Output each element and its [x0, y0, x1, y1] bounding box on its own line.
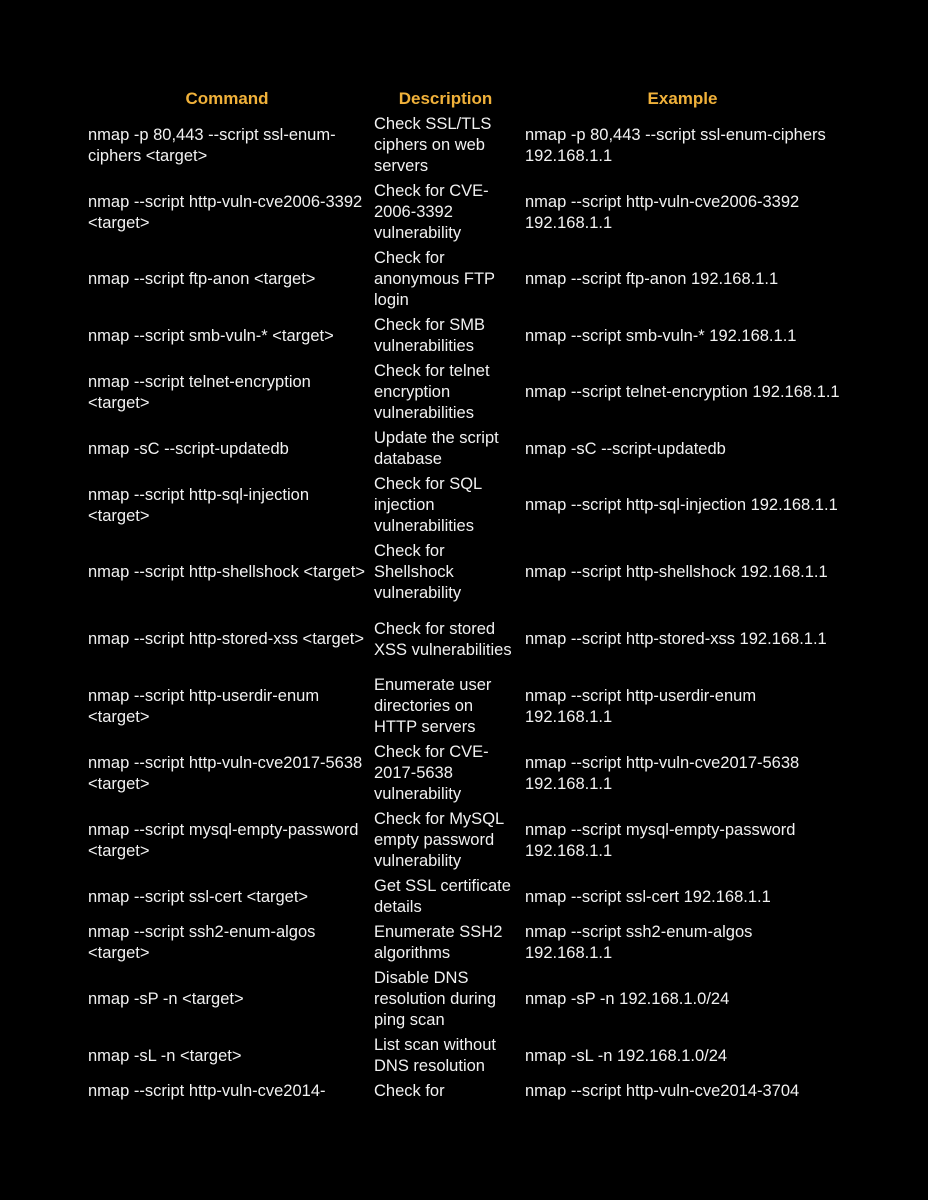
example-cell: nmap --script http-vuln-cve2014-3704 — [525, 1082, 800, 1100]
example-column-header: Example — [647, 89, 718, 108]
command-cell: nmap --script http-shellshock <target> — [88, 563, 365, 581]
command-cell: nmap --script http-vuln-cve2017-5638 <target> — [88, 753, 363, 793]
command-cell: nmap --script ftp-anon <target> — [88, 270, 316, 288]
example-cell: nmap --script ssl-cert 192.168.1.1 — [525, 887, 771, 906]
command-column-header: Command — [185, 89, 269, 108]
description-cell: Check for stored XSS vulnerabilities — [374, 619, 512, 659]
command-cell: nmap -sL -n <target> — [88, 1046, 242, 1065]
description-cell: Check SSL/TLS ciphers on web servers — [374, 115, 492, 175]
command-cell: nmap --script telnet-encryption <target> — [88, 372, 311, 412]
example-cell: nmap --script ftp-anon 192.168.1.1 — [525, 270, 779, 288]
command-cell: nmap --script ssh2-enum-algos <target> — [88, 923, 316, 962]
example-cell: nmap --script smb-vuln-* 192.168.1.1 — [525, 326, 797, 345]
example-cell: nmap --script http-sql-injection 192.168.1.1 — [525, 496, 838, 514]
example-cell: nmap --script ssh2-enum-algos 192.168.1.1 — [525, 923, 753, 962]
description-cell: Enumerate SSH2 algorithms — [374, 923, 503, 962]
table-row — [84, 359, 844, 426]
description-cell: Disable DNS resolution during ping scan — [374, 969, 496, 1029]
table-row — [84, 246, 844, 313]
description-cell: List scan without DNS resolution — [374, 1036, 496, 1075]
table-row — [84, 606, 844, 673]
table-row — [84, 807, 844, 874]
description-cell: Enumerate user directories on HTTP servers — [374, 676, 492, 736]
command-cell: nmap -sP -n <target> — [88, 990, 244, 1008]
table-row — [84, 1033, 844, 1079]
example-cell: nmap --script http-vuln-cve2006-3392 192.168.1.1 — [525, 192, 800, 232]
command-cell: nmap --script smb-vuln-* <target> — [88, 326, 334, 345]
description-cell: Check for SMB vulnerabilities — [374, 316, 485, 355]
description-cell: Get SSL certificate details — [374, 877, 511, 916]
description-cell: Update the script database — [374, 429, 499, 468]
command-cell: nmap --script mysql-empty-password <target> — [88, 820, 359, 860]
command-cell: nmap --script http-userdir-enum <target> — [88, 686, 320, 726]
description-cell: Check for — [374, 1082, 445, 1100]
command-cell: nmap --script http-sql-injection <target> — [88, 485, 309, 525]
example-cell: nmap -p 80,443 --script ssl-enum-ciphers 192.168.1.1 — [525, 125, 826, 165]
command-cell: nmap -p 80,443 --script ssl-enum-ciphers <target> — [88, 125, 336, 165]
table-row — [84, 740, 844, 807]
example-cell: nmap -sL -n 192.168.1.0/24 — [525, 1046, 728, 1065]
command-cell: nmap --script http-stored-xss <target> — [88, 630, 365, 648]
table-row — [84, 920, 844, 966]
command-cell: nmap --script ssl-cert <target> — [88, 887, 309, 906]
table-row — [84, 313, 844, 359]
table-row — [84, 1079, 844, 1108]
example-cell: nmap --script mysql-empty-password 192.168.1.1 — [525, 820, 796, 860]
example-cell: nmap --script http-stored-xss 192.168.1.1 — [525, 630, 827, 648]
example-cell: nmap -sC --script-updatedb — [525, 439, 726, 458]
table-header-row — [84, 86, 844, 112]
description-cell: Check for Shellshock vulnerability — [374, 542, 462, 602]
example-cell: nmap --script telnet-encryption 192.168.1.1 — [525, 383, 840, 401]
nmap-command-table — [84, 86, 844, 1108]
description-cell: Check for CVE-2017-5638 vulnerability — [374, 743, 489, 803]
example-cell: nmap --script http-userdir-enum 192.168.1.1 — [525, 686, 757, 726]
table-row — [84, 539, 844, 606]
description-cell: Check for telnet encryption vulnerabilities — [374, 362, 490, 422]
command-cell: nmap --script http-vuln-cve2014- — [88, 1082, 326, 1100]
example-cell: nmap --script http-vuln-cve2017-5638 192.168.1.1 — [525, 753, 800, 793]
table-row — [84, 472, 844, 539]
command-cell: nmap -sC --script-updatedb — [88, 439, 289, 458]
table-row — [84, 179, 844, 246]
table-row — [84, 673, 844, 740]
table-row — [84, 112, 844, 179]
example-cell: nmap --script http-shellshock 192.168.1.1 — [525, 563, 828, 581]
table-row — [84, 426, 844, 472]
command-cell: nmap --script http-vuln-cve2006-3392 <target> — [88, 192, 363, 232]
description-cell: Check for SQL injection vulnerabilities — [374, 475, 482, 535]
example-cell: nmap -sP -n 192.168.1.0/24 — [525, 990, 730, 1008]
table-row — [84, 966, 844, 1033]
description-cell: Check for anonymous FTP login — [374, 249, 495, 309]
table-row — [84, 874, 844, 920]
description-cell: Check for CVE-2006-3392 vulnerability — [374, 182, 489, 242]
description-column-header: Description — [398, 89, 493, 108]
description-cell: Check for MySQL empty password vulnerability — [374, 810, 504, 870]
